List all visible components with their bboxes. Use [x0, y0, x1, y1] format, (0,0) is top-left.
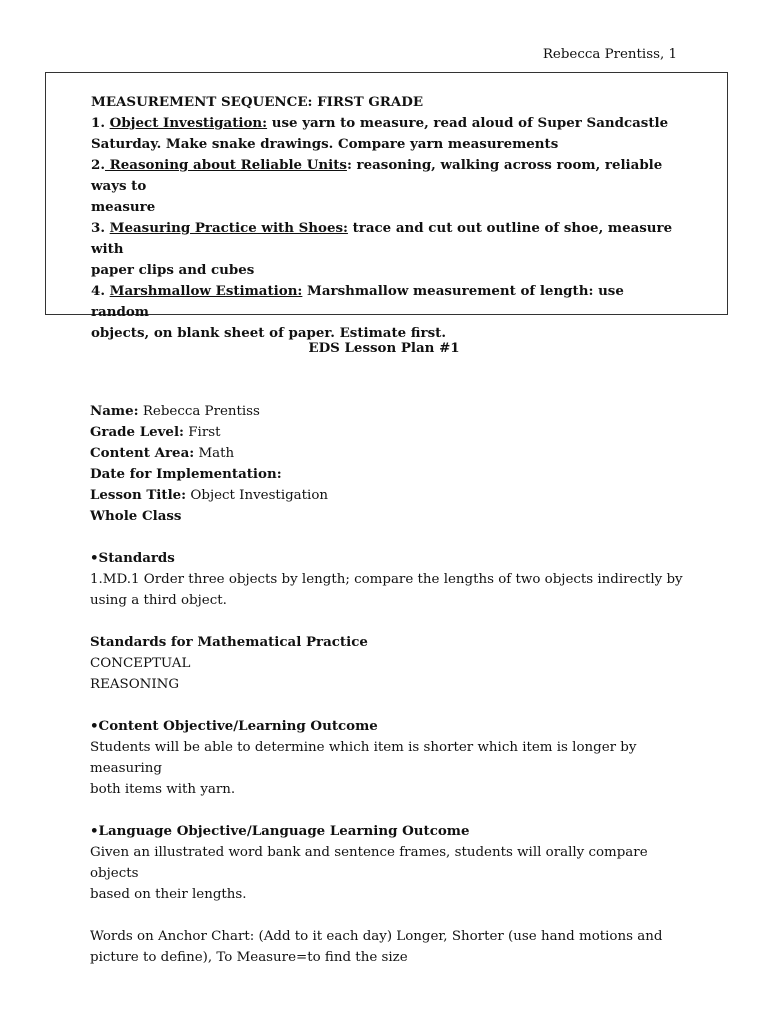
sequence-item-2-cont: measure: [91, 199, 156, 215]
sequence-item-4: [91, 281, 683, 323]
sequence-item-4-cont: objects, on blank sheet of paper. Estimate first.: [91, 325, 446, 341]
language-objective-line-1: Given an illustrated word bank and sentence frames, students will orally compare objects: [90, 845, 648, 881]
standards-text-line-1: 1.MD.1 Order three objects by length; compare the lengths of two objects indirectly by: [90, 572, 683, 587]
item-title: Reasoning about Reliable Units: [104, 157, 347, 173]
language-objective-heading: •Language Objective/Language Learning Outcome: [90, 823, 470, 839]
item-number: 2.: [91, 157, 105, 173]
grouping: Whole Class: [90, 508, 182, 524]
content-area-value: Math: [194, 446, 235, 461]
name-field: [90, 401, 690, 422]
spacer: [90, 695, 690, 716]
item-title: Object Investigation:: [109, 115, 268, 131]
sequence-item-3-cont: paper clips and cubes: [91, 262, 255, 278]
running-head: Rebecca Prentiss, 1: [542, 47, 677, 62]
item-number: 4.: [91, 283, 105, 299]
lesson-title-field: [90, 485, 690, 506]
sequence-item-1-cont: Saturday. Make snake drawings. Compare yarn measurements: [91, 136, 559, 152]
date-field: [90, 464, 690, 485]
lesson-title-label: Lesson Title:: [90, 487, 187, 503]
content-area-label: Content Area:: [90, 445, 195, 461]
standards-heading: •Standards: [90, 550, 175, 566]
item-title: Measuring Practice with Shoes:: [109, 220, 348, 236]
item-title: Marshmallow Estimation:: [109, 283, 303, 299]
sequence-item-1: [91, 113, 683, 134]
math-practice-item: REASONING: [90, 677, 180, 692]
lesson-plan-title: EDS Lesson Plan #1: [308, 340, 460, 356]
language-objective-line-2: based on their lengths.: [90, 887, 247, 902]
item-text: trace and cut out outline of shoe, measure with: [91, 220, 673, 257]
math-practice-heading: Standards for Mathematical Practice: [90, 634, 368, 650]
grade-label: Grade Level:: [90, 424, 184, 440]
content-objective-line-1: Students will be able to determine which item is shorter which item is longer by measuring: [90, 740, 637, 776]
anchor-chart-line-1: Words on Anchor Chart: (Add to it each day) Longer, Shorter (use hand motions and: [90, 929, 663, 944]
spacer: [90, 800, 690, 821]
lesson-title-value: Object Investigation: [186, 488, 329, 503]
sequence-item-3: [91, 218, 683, 260]
lesson-plan-body: [90, 401, 690, 968]
content-objective-line-2: both items with yarn.: [90, 782, 236, 797]
content-area-field: [90, 443, 690, 464]
sequence-title: MEASUREMENT SEQUENCE: FIRST GRADE: [91, 94, 424, 110]
content-objective-heading: •Content Objective/Learning Outcome: [90, 718, 378, 734]
date-label: Date for Implementation:: [90, 466, 282, 482]
item-number: 3.: [91, 220, 105, 236]
spacer: [90, 527, 690, 548]
item-text: use yarn to measure, read aloud of Super Sandcastle: [267, 115, 669, 131]
standards-text-line-2: using a third object.: [90, 593, 227, 608]
item-text: : reasoning, walking across room, reliable ways to: [91, 157, 663, 194]
name-value: Rebecca Prentiss: [138, 404, 260, 419]
name-label: Name:: [90, 403, 139, 419]
grade-value: First: [183, 425, 221, 440]
math-practice-item: CONCEPTUAL: [90, 656, 191, 671]
spacer: [90, 905, 690, 926]
item-number: 1.: [91, 115, 105, 131]
item-text: Marshmallow measurement of length: use random: [91, 283, 624, 320]
measurement-sequence-box: [45, 72, 728, 341]
spacer: [90, 611, 690, 632]
sequence-item-2: [91, 155, 683, 197]
grade-field: [90, 422, 690, 443]
anchor-chart-line-2: picture to define), To Measure=to find the size: [90, 950, 408, 965]
